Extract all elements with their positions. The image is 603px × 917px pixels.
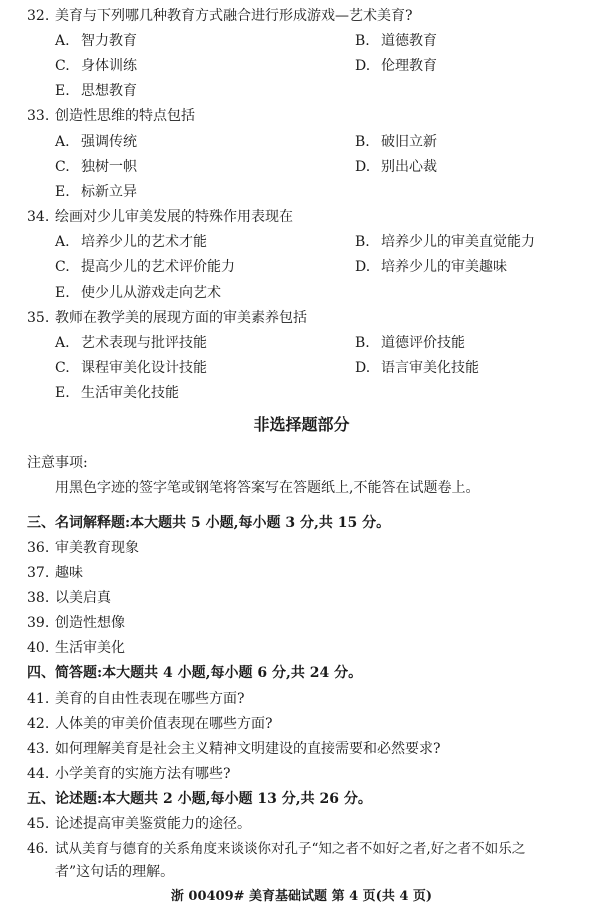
question-41: 41. 美育的自由性表现在哪些方面? <box>27 691 245 707</box>
question-40: 40. 生活审美化 <box>27 640 125 656</box>
option-32-a: A. 智力教育 <box>55 33 137 49</box>
notice-text: 用黑色字迹的签字笔或钢笔将答案写在答题纸上,不能答在试题卷上。 <box>55 480 480 496</box>
question-43: 43. 如何理解美育是社会主义精神文明建设的直接需要和必然要求? <box>27 741 441 757</box>
question-45: 45. 论述提高审美鉴赏能力的途径。 <box>27 816 251 832</box>
option-32-c: C. 身体训练 <box>55 58 137 74</box>
option-32-d: D. 伦理教育 <box>355 58 437 74</box>
option-35-b: B. 道德评价技能 <box>355 335 465 351</box>
option-34-c: C. 提高少儿的艺术评价能力 <box>55 259 235 275</box>
option-34-e: E. 使少儿从游戏走向艺术 <box>55 285 221 301</box>
part3-heading: 三、名词解释题:本大题共 5 小题,每小题 3 分,共 15 分。 <box>27 515 391 531</box>
question-34-stem: 34. 绘画对少儿审美发展的特殊作用表现在 <box>27 209 293 225</box>
option-33-b: B. 破旧立新 <box>355 134 437 150</box>
option-35-e: E. 生活审美化技能 <box>55 385 179 401</box>
option-34-a: A. 培养少儿的艺术才能 <box>55 234 207 250</box>
question-32-stem: 32. 美育与下列哪几种教育方式融合进行形成游戏—艺术美育? <box>27 8 413 24</box>
question-46: 46. 试从美育与德育的关系角度来谈谈你对孔子“知之者不如好之者,好之者不如乐之 <box>27 841 526 857</box>
question-39: 39. 创造性想像 <box>27 615 125 631</box>
option-34-b: B. 培养少儿的审美直觉能力 <box>355 234 535 250</box>
option-33-c: C. 独树一帜 <box>55 159 137 175</box>
option-35-a: A. 艺术表现与批评技能 <box>55 335 207 351</box>
section-title: 非选择题部分 <box>253 415 350 434</box>
part4-heading: 四、简答题:本大题共 4 小题,每小题 6 分,共 24 分。 <box>27 665 363 681</box>
option-32-e: E. 思想教育 <box>55 83 137 99</box>
question-46-continued: 者”这句话的理解。 <box>55 864 175 880</box>
question-33-stem: 33. 创造性思维的特点包括 <box>27 108 195 124</box>
option-33-e: E. 标新立异 <box>55 184 137 200</box>
question-44: 44. 小学美育的实施方法有哪些? <box>27 766 231 782</box>
question-35-stem: 35. 教师在教学美的展现方面的审美素养包括 <box>27 310 307 326</box>
option-34-d: D. 培养少儿的审美趣味 <box>355 259 507 275</box>
option-32-b: B. 道德教育 <box>355 33 437 49</box>
question-36: 36. 审美教育现象 <box>27 540 139 556</box>
option-35-d: D. 语言审美化技能 <box>355 360 479 376</box>
part5-heading: 五、论述题:本大题共 2 小题,每小题 13 分,共 26 分。 <box>27 791 372 807</box>
question-42: 42. 人体美的审美价值表现在哪些方面? <box>27 716 273 732</box>
page-footer: 浙 00409# 美育基础试题 第 4 页(共 4 页) <box>170 889 433 904</box>
notice-heading: 注意事项: <box>27 455 88 471</box>
option-33-d: D. 别出心裁 <box>355 159 437 175</box>
question-37: 37. 趣味 <box>27 565 83 581</box>
question-38: 38. 以美启真 <box>27 590 111 606</box>
option-35-c: C. 课程审美化设计技能 <box>55 360 207 376</box>
option-33-a: A. 强调传统 <box>55 134 137 150</box>
